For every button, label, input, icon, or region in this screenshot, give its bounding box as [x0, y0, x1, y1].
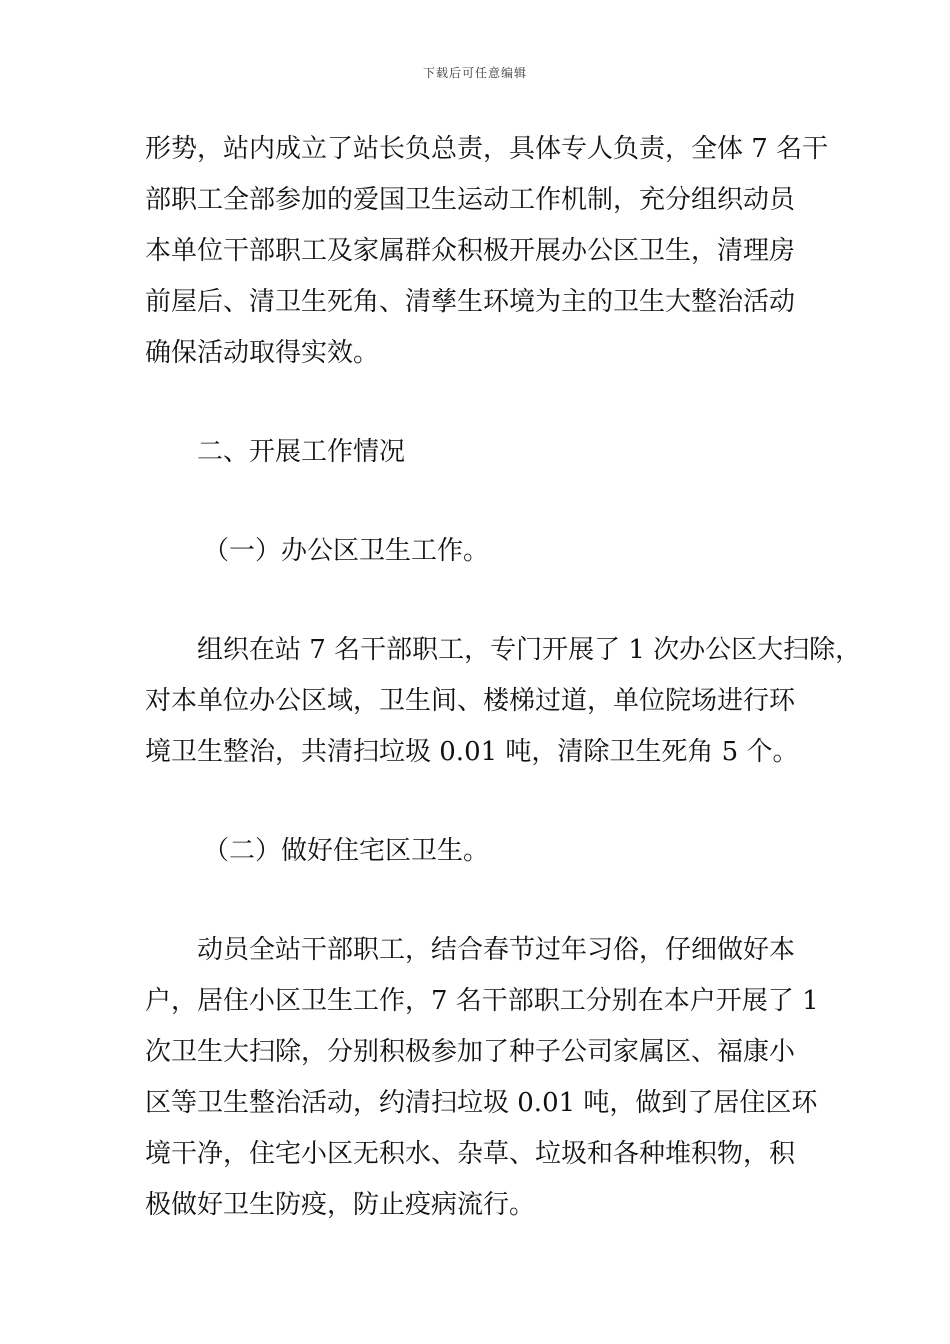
- text-line: 境干净，住宅小区无积水、杂草、垃圾和各种堆积物，积: [145, 1139, 796, 1169]
- text-line: 极做好卫生防疫，防止疫病流行。: [145, 1190, 536, 1220]
- document-body: [145, 124, 862, 1231]
- section-heading: 二、开展工作情况: [197, 437, 406, 467]
- subsection-heading-residential: （二）做好住宅区卫生。: [203, 836, 490, 866]
- text-line: 形势，站内成立了站长负总责，具体专人负责，全体 7 名干: [145, 134, 829, 164]
- text-line: 境卫生整治，共清扫垃圾 0.01 吨，清除卫生死角 5 个。: [145, 737, 799, 767]
- text-line: 前屋后、清卫生死角、清孳生环境为主的卫生大整治活动: [145, 287, 796, 317]
- text-line: 动员全站干部职工，结合春节过年习俗，仔细做好本: [197, 935, 796, 965]
- text-line: 确保活动取得实效。: [145, 338, 380, 368]
- page-header: 下载后可任意编辑: [422, 66, 527, 80]
- text-line: 区等卫生整治活动，约清扫垃圾 0.01 吨，做到了居住区环: [145, 1088, 818, 1118]
- text-line: 对本单位办公区域，卫生间、楼梯过道，单位院场进行环: [145, 686, 796, 716]
- text-line: 本单位干部职工及家属群众积极开展办公区卫生，清理房: [145, 236, 796, 266]
- paragraph-residential: [145, 925, 819, 1231]
- paragraph-gap: [145, 778, 815, 826]
- text-line: 户，居住小区卫生工作，7 名干部职工分别在本户开展了 1: [145, 986, 819, 1016]
- paragraph-intro: [145, 124, 829, 379]
- paragraph-gap: [145, 877, 815, 925]
- text-line: 部职工全部参加的爱国卫生运动工作机制，充分组织动员: [145, 185, 796, 215]
- paragraph-office: [145, 625, 862, 778]
- text-line: 组织在站 7 名干部职工，专门开展了 1 次办公区大扫除，: [197, 635, 862, 665]
- text-line: 次卫生大扫除，分别积极参加了种子公司家属区、福康小: [145, 1037, 796, 1067]
- paragraph-gap: [145, 577, 815, 625]
- paragraph-gap: [145, 379, 815, 427]
- paragraph-gap: [145, 478, 815, 526]
- subsection-heading-office: （一）办公区卫生工作。: [203, 536, 490, 566]
